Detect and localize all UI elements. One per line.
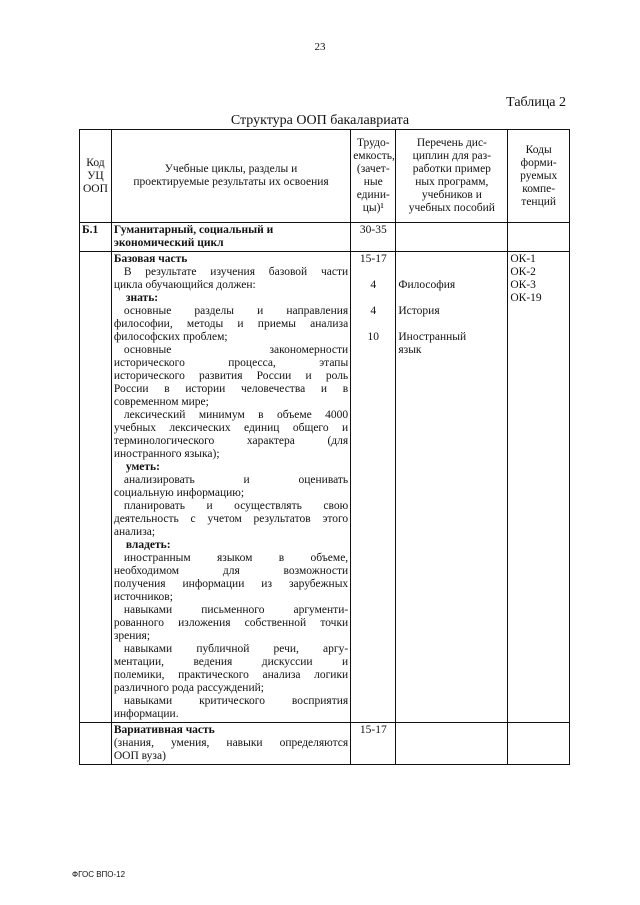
- cycle-disciplines: [396, 223, 508, 252]
- base-competences: ОК-1 ОК-2 ОК-3 ОК-19: [508, 252, 570, 723]
- base-heading: Базовая часть: [113, 253, 188, 265]
- cycle-title: Гуманитарный, социальный и экономический цикл: [111, 223, 350, 252]
- variative-content: Вариативная часть (знания, умения, навыки определяются ООП вуза): [111, 723, 350, 765]
- base-disciplines: Философия История Иностранный язык: [396, 252, 508, 723]
- variative-disciplines: [396, 723, 508, 765]
- variative-code: [80, 723, 112, 765]
- variative-competences: [508, 723, 570, 765]
- base-labor: 15-17 4 4 10: [351, 252, 396, 723]
- page-number: 23: [314, 41, 326, 53]
- variative-labor: 15-17: [351, 723, 396, 765]
- cycle-labor: 30-35: [351, 223, 396, 252]
- header-code: Код УЦ ООП: [80, 130, 112, 223]
- footer-code: ФГОС ВПО-12: [72, 870, 126, 879]
- table-title: Структура ООП бакалавриата: [230, 113, 410, 128]
- table-label: Таблица 2: [506, 95, 566, 110]
- header-labor: Трудо- емкость, (зачет- ные едини- цы)¹: [351, 130, 396, 223]
- cycle-code: Б.1: [80, 223, 112, 252]
- know-label: знать:: [125, 292, 159, 304]
- base-content: Базовая часть В результате изучения базовой части цикла обучающийся должен: знать: основные разделы и направления философии, методы и приемы анализа философских проблем; основные закономерности исторического процесса, этапы исторического развития России и роль России в истории человечества и в современном мире; лексический минимум в объеме 4000 учебных лексических единиц общего и терминологического характера (для иностранного языка); уметь: анализировать и оценивать социальную информацию; планировать и осуществлять свою деятельность с учетом результатов этого анализа; владеть: иностранным языком в объеме, необходимом для возможности получения информации из зарубежных источников; навыками письменного аргументи- рованного изложения собственной точки зрения; навыками публичной речи, аргу- ментации, ведения дискуссии и полемики, практического анализа логики различного рода рассуждений; навыками критического восприятия информации.: [111, 252, 350, 723]
- cycle-competences: [508, 223, 570, 252]
- row-cycle: [80, 223, 570, 252]
- variative-heading: Вариативная часть: [113, 724, 215, 736]
- base-code: [80, 252, 112, 723]
- own-label: владеть:: [125, 539, 171, 551]
- discipline-philosophy: Философия: [398, 279, 456, 291]
- row-base: [80, 252, 570, 723]
- discipline-foreign-language: Иностранный: [398, 331, 467, 343]
- header-cycles: Учебные циклы, разделы и проектируемые результаты их освоения: [111, 130, 350, 223]
- structure-table: [79, 129, 570, 765]
- header-competences: Коды форми- руемых компе- тенций: [508, 130, 570, 223]
- row-variative: [80, 723, 570, 765]
- header-row: [80, 130, 570, 223]
- header-disciplines: Перечень дис- циплин для раз- работки пример ных программ, учебников и учебных пособий: [396, 130, 508, 223]
- can-label: уметь:: [125, 461, 160, 473]
- discipline-history: История: [398, 305, 440, 317]
